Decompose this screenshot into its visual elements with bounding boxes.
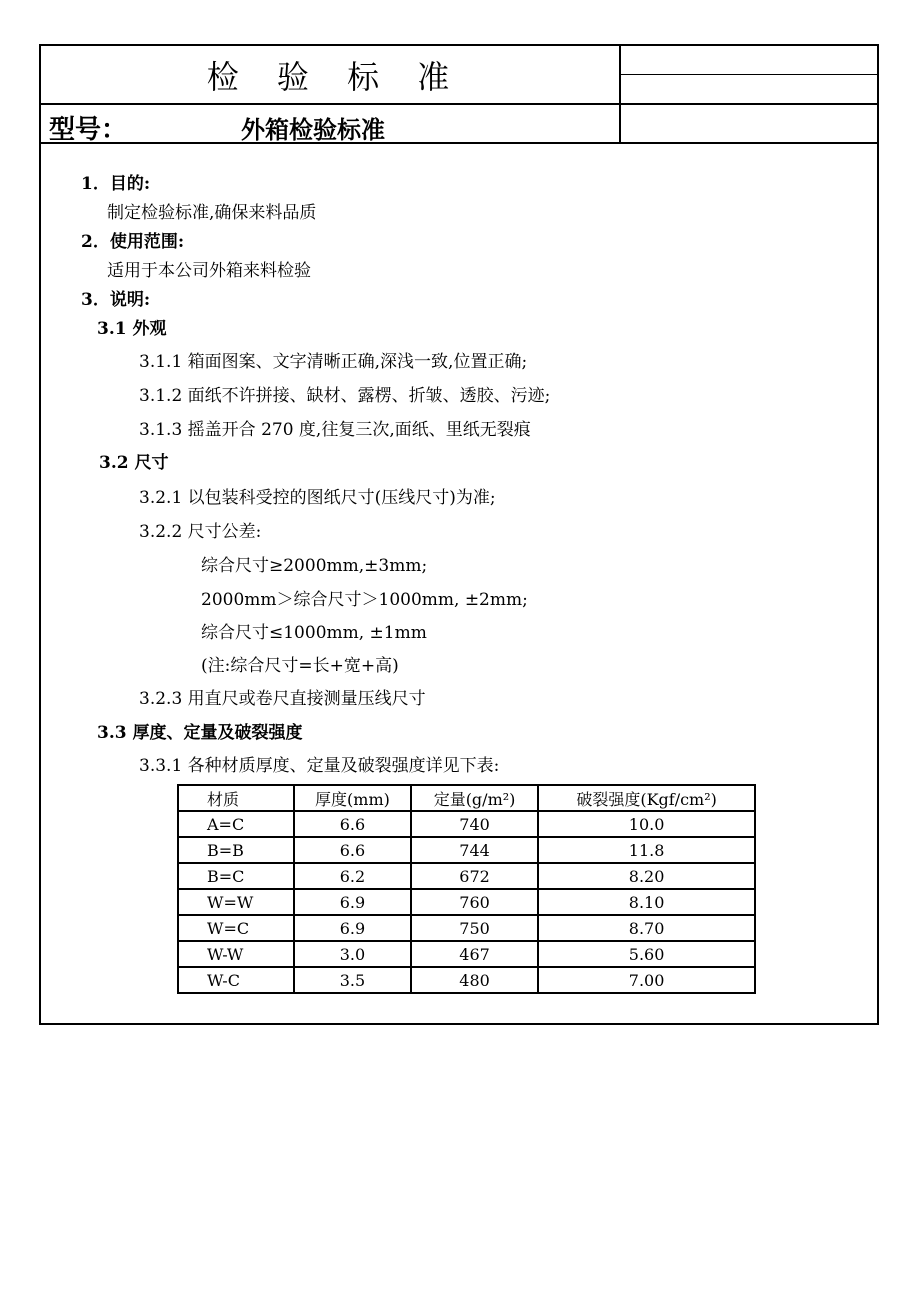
cell-burst-strength: 8.10 bbox=[538, 889, 755, 915]
cell-basis-weight: 740 bbox=[411, 811, 538, 837]
cell-burst-strength: 5.60 bbox=[538, 941, 755, 967]
subsection-size-title: 3.2 尺寸 bbox=[99, 453, 169, 473]
item-3-1-2: 3.1.2 面纸不许拼接、缺材、露楞、折皱、透胶、污迹; bbox=[139, 386, 551, 406]
header-divider bbox=[621, 74, 877, 75]
cell-material: A=C bbox=[178, 811, 294, 837]
item-3-2-1: 3.2.1 以包装科受控的图纸尺寸(压线尺寸)为准; bbox=[139, 488, 496, 508]
table-header-row bbox=[178, 785, 755, 811]
cell-material: W-C bbox=[178, 967, 294, 993]
cell-basis-weight: 480 bbox=[411, 967, 538, 993]
tolerance-line-3: 综合尺寸≤1000mm, ±1mm bbox=[201, 623, 427, 643]
section-scope-body: 适用于本公司外箱来料检验 bbox=[107, 261, 311, 281]
section-scope-title: 2．使用范围: bbox=[81, 232, 185, 252]
cell-burst-strength: 8.70 bbox=[538, 915, 755, 941]
table-row bbox=[178, 915, 755, 941]
section-notes-title: 3．说明: bbox=[81, 290, 151, 310]
section-purpose-body: 制定检验标准,确保来料品质 bbox=[107, 203, 317, 223]
cell-thickness: 3.5 bbox=[294, 967, 411, 993]
page-title: 检 验 标 准 bbox=[41, 46, 621, 103]
tolerance-note: (注:综合尺寸=长+宽+高) bbox=[201, 656, 399, 676]
cell-basis-weight: 744 bbox=[411, 837, 538, 863]
cell-thickness: 6.6 bbox=[294, 837, 411, 863]
model-row bbox=[41, 105, 877, 144]
model-value: 外箱检验标准 bbox=[241, 115, 385, 144]
cell-burst-strength: 8.20 bbox=[538, 863, 755, 889]
item-3-1-3: 3.1.3 摇盖开合 270 度,往复三次,面纸、里纸无裂痕 bbox=[139, 420, 531, 440]
section-purpose-title: 1．目的: bbox=[81, 174, 151, 194]
cell-basis-weight: 467 bbox=[411, 941, 538, 967]
column-header-thickness: 厚度(mm) bbox=[294, 785, 411, 811]
table-row bbox=[178, 837, 755, 863]
item-3-2-2: 3.2.2 尺寸公差: bbox=[139, 522, 262, 542]
document-frame bbox=[39, 44, 879, 1025]
cell-basis-weight: 750 bbox=[411, 915, 538, 941]
cell-thickness: 6.2 bbox=[294, 863, 411, 889]
cell-basis-weight: 672 bbox=[411, 863, 538, 889]
model-label: 型号： bbox=[49, 115, 128, 145]
cell-thickness: 3.0 bbox=[294, 941, 411, 967]
table-row bbox=[178, 863, 755, 889]
tolerance-line-2: 2000mm＞综合尺寸＞1000mm, ±2mm; bbox=[201, 590, 528, 610]
material-spec-table bbox=[177, 784, 756, 994]
table-row bbox=[178, 967, 755, 993]
cell-thickness: 6.9 bbox=[294, 915, 411, 941]
item-3-3-1: 3.3.1 各种材质厚度、定量及破裂强度详见下表: bbox=[139, 756, 500, 776]
cell-thickness: 6.9 bbox=[294, 889, 411, 915]
column-header-material: 材质 bbox=[178, 785, 294, 811]
table-row bbox=[178, 941, 755, 967]
cell-material: B=C bbox=[178, 863, 294, 889]
cell-material: W=C bbox=[178, 915, 294, 941]
header-row bbox=[41, 46, 877, 105]
cell-thickness: 6.6 bbox=[294, 811, 411, 837]
cell-material: W-W bbox=[178, 941, 294, 967]
cell-material: W=W bbox=[178, 889, 294, 915]
table-row bbox=[178, 811, 755, 837]
cell-burst-strength: 7.00 bbox=[538, 967, 755, 993]
item-3-2-3: 3.2.3 用直尺或卷尺直接测量压线尺寸 bbox=[139, 689, 426, 709]
subsection-thickness-title: 3.3 厚度、定量及破裂强度 bbox=[97, 723, 303, 743]
table-row bbox=[178, 889, 755, 915]
cell-burst-strength: 10.0 bbox=[538, 811, 755, 837]
tolerance-line-1: 综合尺寸≥2000mm,±3mm; bbox=[201, 556, 428, 576]
subsection-appearance-title: 3.1 外观 bbox=[97, 319, 167, 339]
cell-burst-strength: 11.8 bbox=[538, 837, 755, 863]
cell-basis-weight: 760 bbox=[411, 889, 538, 915]
model-cell bbox=[41, 105, 621, 145]
cell-material: B=B bbox=[178, 837, 294, 863]
item-3-1-1: 3.1.1 箱面图案、文字清晰正确,深浅一致,位置正确; bbox=[139, 352, 528, 372]
column-header-burst-strength: 破裂强度(Kgf/cm²) bbox=[538, 785, 755, 811]
column-header-basis-weight: 定量(g/m²) bbox=[411, 785, 538, 811]
